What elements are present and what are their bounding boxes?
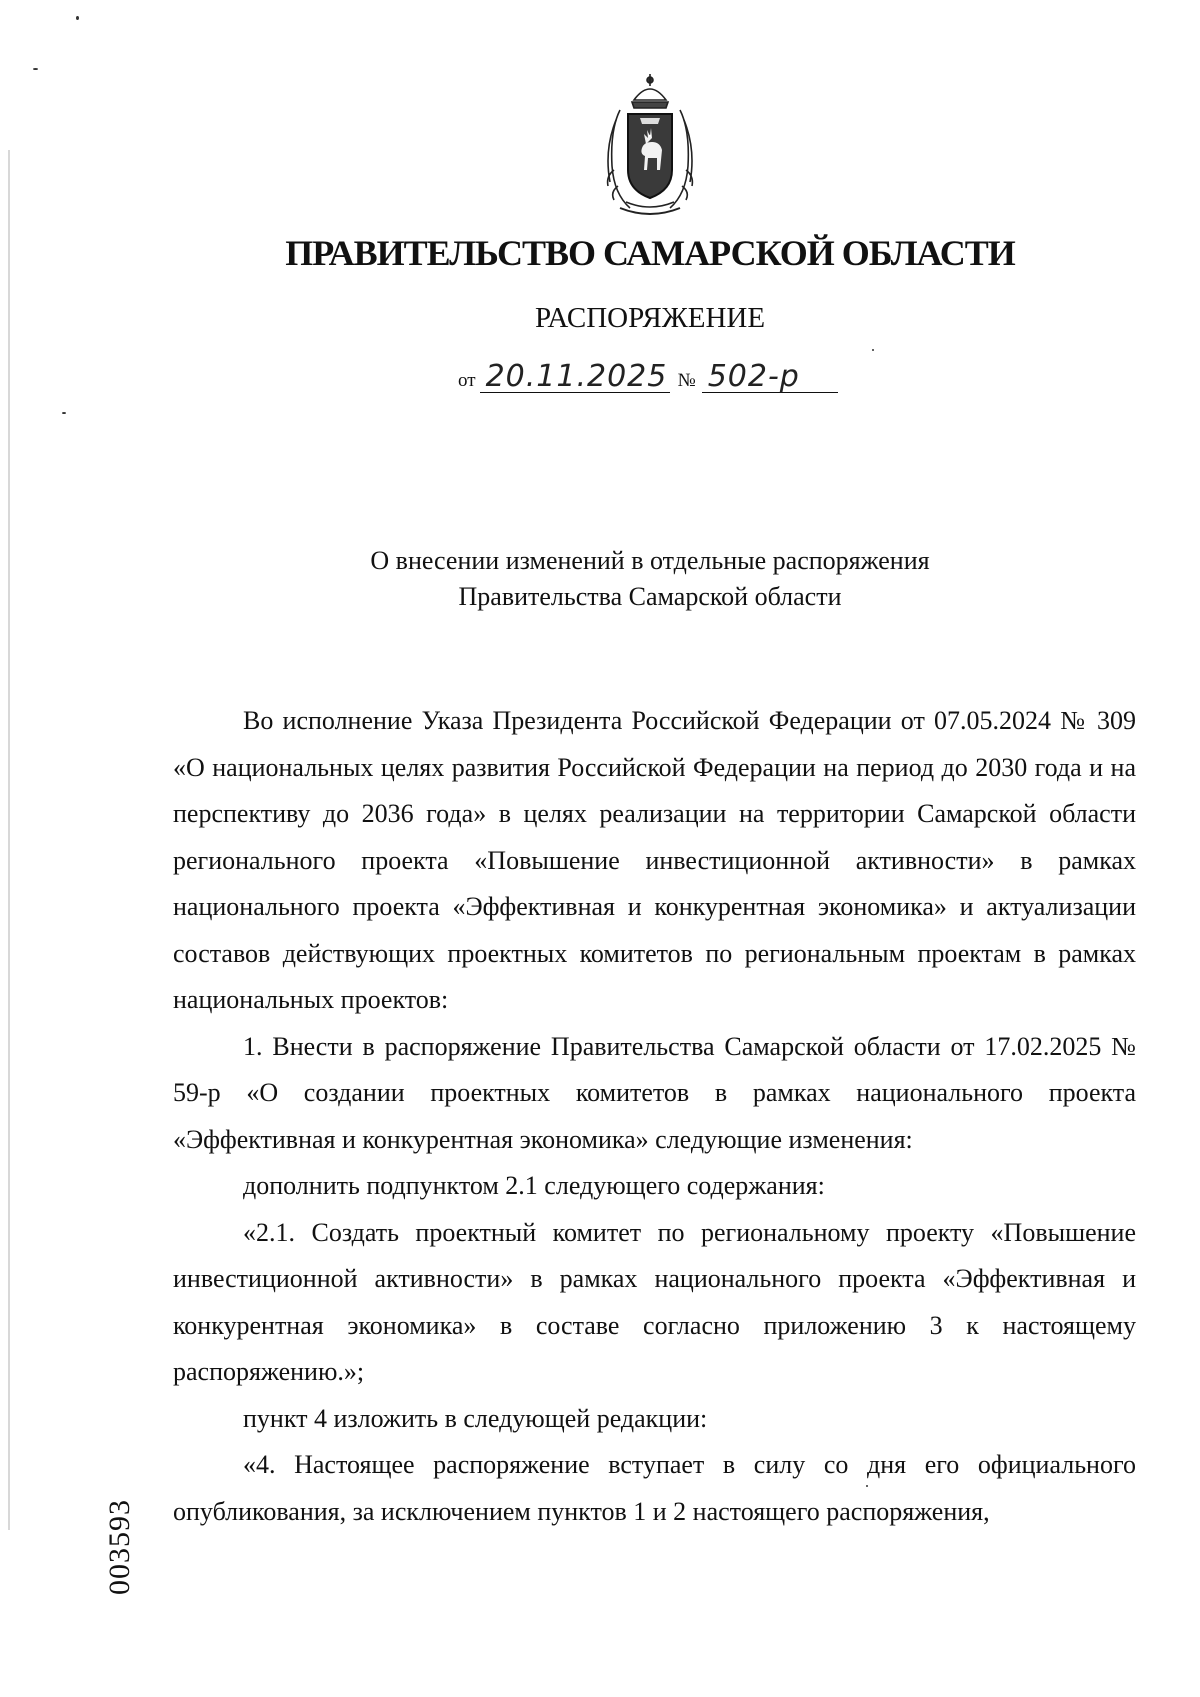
handwritten-date: 20.11.2025 — [480, 362, 670, 393]
body-paragraph: пункт 4 изложить в следующей редакции: — [243, 1403, 708, 1433]
body-paragraph: дополнить подпунктом 2.1 следующего содержания: — [243, 1171, 825, 1200]
scan-speck — [62, 412, 66, 414]
document-subject — [0, 543, 1200, 615]
government-title: ПРАВИТЕЛЬСТВО САМАРСКОЙ ОБЛАСТИ — [285, 233, 1015, 273]
number-prefix: № — [677, 370, 696, 391]
subject-line: Правительства Самарской области — [458, 582, 842, 611]
document-body — [173, 698, 1136, 1535]
date-prefix: от — [458, 370, 476, 391]
scan-speck — [872, 349, 874, 351]
samara-coat-of-arms-icon — [590, 70, 710, 220]
subject-line: О внесении изменений в отдельные распоряжения — [370, 546, 930, 575]
scan-speck — [33, 68, 38, 70]
margin-stamp-number: 003593 — [103, 1499, 136, 1595]
body-paragraph: 1. Внести в распоряжение Правительства Самарской области от 17.02.2025 № 59-р «О создании проектных комитетов в рамках национального проекта «Эффективная и конкурентная экономика» следующие изменения: — [173, 1031, 1136, 1154]
document-type: РАСПОРЯЖЕНИЕ — [534, 302, 766, 334]
handwritten-number: 502-р — [702, 362, 838, 393]
date-number-line — [458, 359, 838, 394]
body-paragraph: «2.1. Создать проектный комитет по региональному проекту «Повышение инвестиционной активности» в рамках национального проекта «Эффективная и конкурентная экономика» в составе согласно приложению 3 к настоящему распоряжению.»; — [173, 1217, 1136, 1386]
body-paragraph: Во исполнение Указа Президента Российской Федерации от 07.05.2024 № 309 «О национальных целях развития Российской Федерации на период до 2030 года и на перспективу до 2036 года» в целях реализации на территории Самарской области регионального проекта «Повышение инвестиционной активности» в рамках национального проекта «Эффективная и конкурентная экономика» и актуализации составов действующих проектных комитетов по региональным проектам в рамках национальных проектов: — [173, 706, 1136, 1014]
scan-speck — [76, 16, 79, 20]
body-paragraph: «4. Настоящее распоряжение вступает в силу со дня его официального опубликования, за исключением пунктов 1 и 2 настоящего распоряжения, — [173, 1450, 1136, 1526]
scan-edge-line — [8, 150, 10, 1530]
